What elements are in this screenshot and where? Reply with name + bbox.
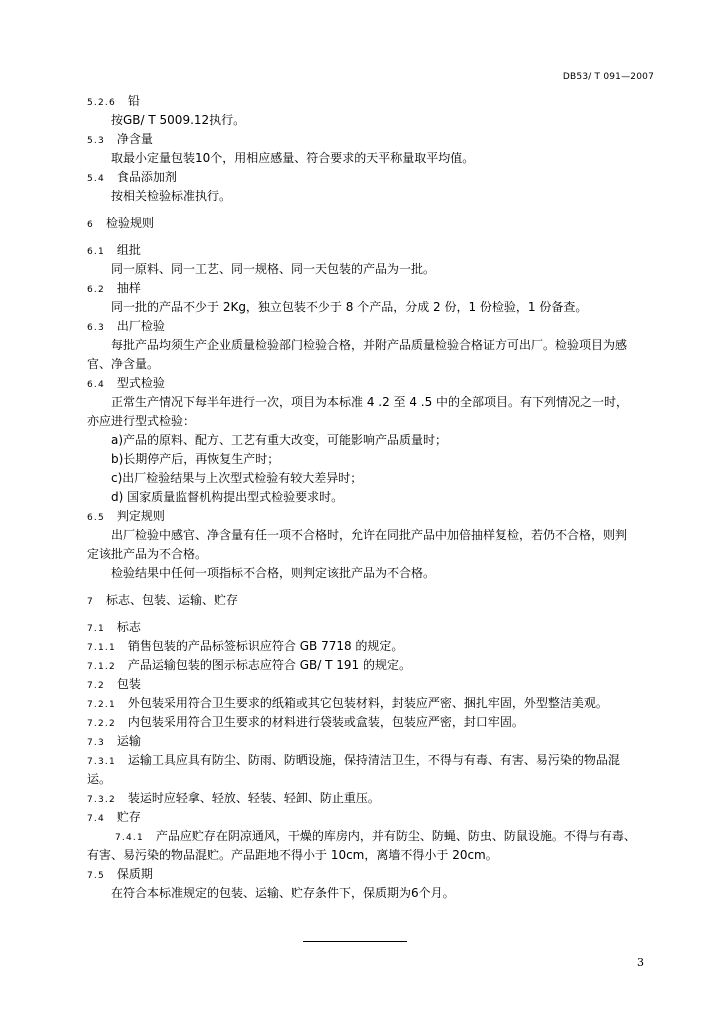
section-title: 运输工具应具有防尘、防雨、防晒设施，保持清洁卫生，不得与有毒、有害、易污染的物品混 <box>127 753 620 767</box>
paragraph-line: d) 国家质量监督机构提出型式检验要求时。 <box>111 490 344 504</box>
section-title: 食品添加剂 <box>116 170 177 184</box>
section-heading <box>87 732 658 751</box>
section-title: 净含量 <box>116 132 153 146</box>
section-title: 销售包装的产品标签标识应符合 GB 7718 的规定。 <box>127 639 404 653</box>
paragraph-line: 取最小定量包装10个，用相应感量、符合要求的天平称量取平均值。 <box>111 151 475 165</box>
paragraph-line: 检验结果中任何一项指标不合格，则判定该批产品为不合格。 <box>111 566 436 580</box>
section-title: 装运时应轻拿、轻放、轻装、轻卸、防止重压。 <box>127 791 380 805</box>
section-heading <box>87 168 658 187</box>
section-heading <box>87 675 658 694</box>
section-number: 7.1 <box>87 624 105 634</box>
section-number: 6.4 <box>87 380 105 390</box>
section-title: 标志、包装、运输、贮存 <box>105 593 238 607</box>
paragraph-line: c)出厂检验结果与上次型式检验有较大差异时； <box>111 471 363 485</box>
section-number: 5.3 <box>87 136 105 146</box>
section-number: 5.2.6 <box>87 98 116 108</box>
paragraph-line: 亦应进行型式检验： <box>87 414 196 428</box>
section-number: 7.4.1 <box>115 833 144 843</box>
section-heading <box>87 591 658 610</box>
section-title: 内包装采用符合卫生要求的材料进行袋装或盒装，包装应严密，封口牢固。 <box>127 715 524 729</box>
paragraph-line: 按GB/ T 5009.12执行。 <box>111 113 246 127</box>
paragraph-line: b)长期停产后，再恢复生产时； <box>111 452 280 466</box>
section-number: 7.1.1 <box>87 643 116 653</box>
paragraph-line: 每批产品均须生产企业质量检验部门检验合格，并附产品质量检验合格证方可出厂。检验项目为感 <box>111 338 628 352</box>
paragraph-line: 有害、易污染的物品混贮。产品距地不得小于 10cm，离墙不得小于 20cm。 <box>87 848 498 862</box>
document-code: DB53/ T 091—2007 <box>562 72 654 82</box>
page-number: 3 <box>637 956 644 969</box>
section-heading <box>87 214 658 233</box>
paragraph-line: 按相关检验标准执行。 <box>111 189 232 203</box>
section-number: 6.3 <box>87 323 105 333</box>
paragraph-line: 同一原料、同一工艺、同一规格、同一天包装的产品为一批。 <box>111 262 436 276</box>
section-title: 抽样 <box>116 281 141 295</box>
section-title: 产品应贮存在阴凉通风，干燥的库房内，并有防尘、防蝇、防虫、防鼠设施。不得与有毒、 <box>155 829 636 843</box>
section-number: 7.2.1 <box>87 700 116 710</box>
paragraph-line: 在符合本标准规定的包装、运输、贮存条件下，保质期为6个月。 <box>111 886 455 900</box>
paragraph-line: 同一批的产品不少于 2Kg，独立包装不少于 8 个产品，分成 2 份，1 份检验，1 份备查。 <box>111 300 588 314</box>
section-heading <box>87 241 658 260</box>
paragraph-line: 官、净含量。 <box>87 357 160 371</box>
section-heading <box>87 130 658 149</box>
section-title: 铅 <box>127 94 140 108</box>
section-number: 7.2.2 <box>87 719 116 729</box>
paragraph-line: 出厂检验中感官、净含量有任一项不合格时，允许在同批产品中加倍抽样复检，若仍不合格，则判 <box>111 528 628 542</box>
section-number: 7.4 <box>87 814 105 824</box>
section-heading <box>87 713 658 732</box>
section-number: 6.5 <box>87 513 105 523</box>
section-heading <box>87 507 658 526</box>
section-title: 贮存 <box>116 810 141 824</box>
section-number: 7.1.2 <box>87 662 116 672</box>
section-number: 7.2 <box>87 681 105 691</box>
paragraph-line: 定该批产品为不合格。 <box>87 547 208 561</box>
section-title: 外包装采用符合卫生要求的纸箱或其它包装材料，封装应严密、捆扎牢固，外型整洁美观。 <box>127 696 608 710</box>
section-title: 检验规则 <box>105 216 154 230</box>
section-heading <box>87 694 658 713</box>
section-heading <box>87 374 658 393</box>
section-number: 7.3.1 <box>87 757 116 767</box>
section-number: 6 <box>87 220 94 230</box>
section-number: 7.3.2 <box>87 795 116 805</box>
section-number: 7.3 <box>87 738 105 748</box>
section-number: 7 <box>87 597 94 607</box>
paragraph-line: a)产品的原料、配方、工艺有重大改变，可能影响产品质量时； <box>111 433 448 447</box>
section-title: 保质期 <box>116 867 153 881</box>
section-title: 产品运输包装的图示标志应符合 GB/ T 191 的规定。 <box>127 658 411 672</box>
section-title: 型式检验 <box>116 376 165 390</box>
section-heading <box>87 279 658 298</box>
section-heading <box>87 865 658 884</box>
section-number: 6.2 <box>87 285 105 295</box>
section-heading <box>87 92 658 111</box>
section-number: 6.1 <box>87 247 105 257</box>
section-heading <box>87 317 658 336</box>
section-heading <box>87 789 658 808</box>
section-number: 7.5 <box>87 871 105 881</box>
section-title: 组批 <box>116 243 141 257</box>
section-number: 5.4 <box>87 174 105 184</box>
section-title: 标志 <box>116 620 141 634</box>
section-heading <box>87 808 658 827</box>
section-heading <box>87 618 658 637</box>
section-heading <box>87 656 658 675</box>
footer-divider <box>303 941 407 942</box>
section-title: 包装 <box>116 677 141 691</box>
section-heading <box>87 637 658 656</box>
section-title: 判定规则 <box>116 509 165 523</box>
section-title: 运输 <box>116 734 141 748</box>
paragraph-line: 运。 <box>87 772 112 786</box>
paragraph-line: 正常生产情况下每半年进行一次，项目为本标准 4 .2 至 4 .5 中的全部项目。有下列情况之一时， <box>111 395 629 409</box>
section-heading <box>87 751 658 770</box>
section-heading <box>87 827 658 846</box>
document-body <box>87 92 658 903</box>
section-title: 出厂检验 <box>116 319 165 333</box>
